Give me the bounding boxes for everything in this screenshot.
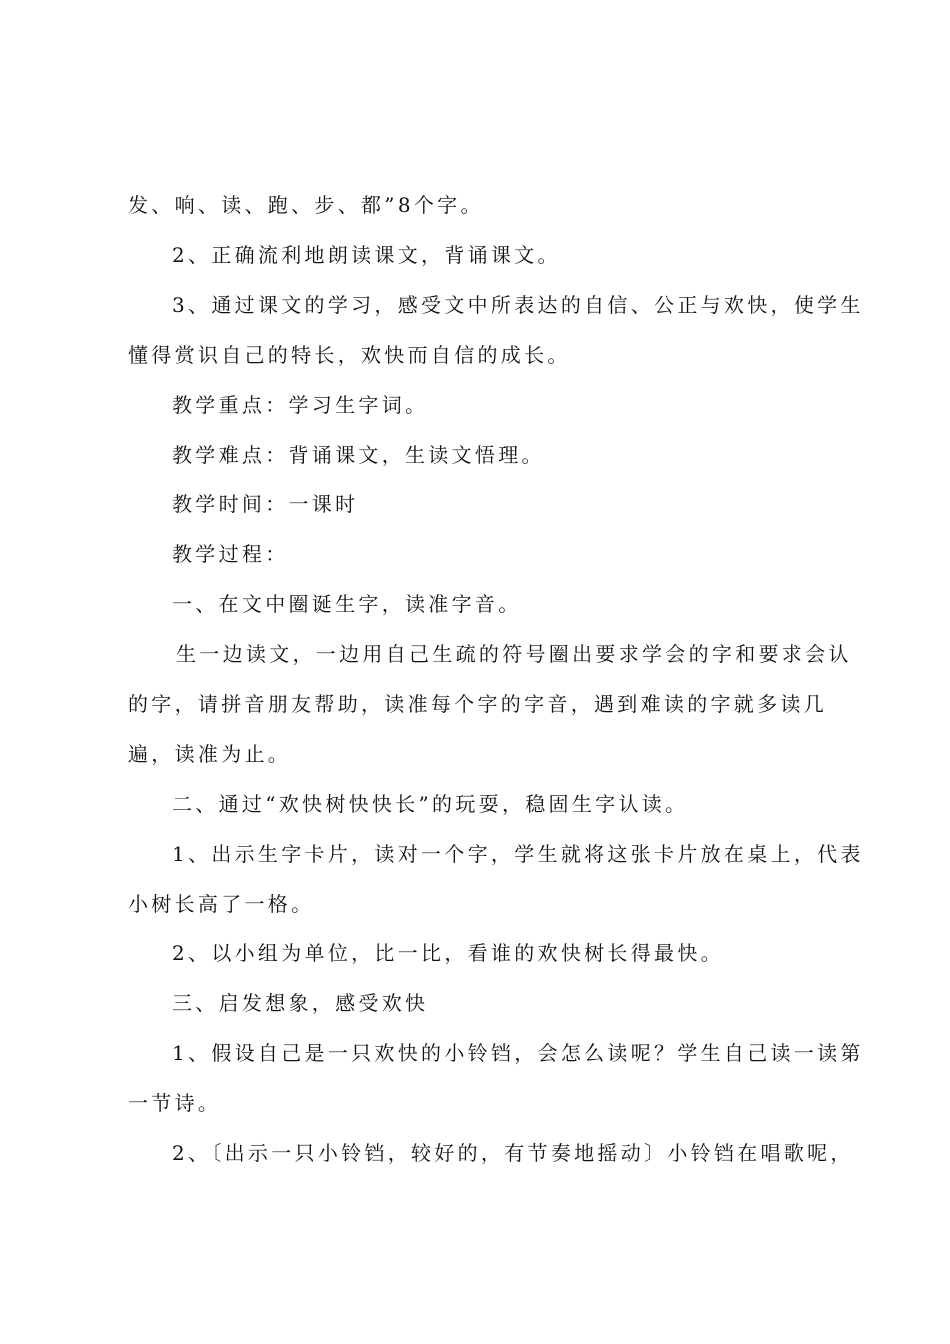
text-line: 懂得赏识自己的特长，欢快而自信的成长。: [128, 343, 571, 367]
text-line: 教学重点：学习生字词。: [172, 393, 429, 417]
text-line: 发、响、读、跑、步、都”8个字。: [128, 193, 484, 217]
text-line: 二、通过“欢快树快快长”的玩耍，稳固生字认读。: [172, 792, 689, 816]
text-line: 1、出示生字卡片，读对一个字，学生就将这张卡片放在桌上，代表: [172, 842, 864, 866]
text-line: 3、通过课文的学习，感受文中所表达的自信、公正与欢快，使学生: [172, 293, 864, 317]
text-line: 1、假设自己是一只欢快的小铃铛，会怎么读呢？学生自己读一读第: [172, 1041, 864, 1065]
text-line: 教学过程：: [172, 542, 289, 566]
text-line: 一、在文中圈诞生字，读准字音。: [172, 592, 522, 616]
text-line: 教学时间：一课时: [172, 492, 359, 516]
text-line: 教学难点：背诵课文，生读文悟理。: [172, 443, 545, 467]
text-line: 的字，请拼音朋友帮助，读准每个字的字音，遇到难读的字就多读几: [128, 692, 827, 716]
text-line: 三、启发想象，感受欢快: [172, 991, 429, 1015]
text-line: 遍，读准为止。: [128, 742, 292, 766]
text-line: 2、正确流利地朗读课文，背诵课文。: [172, 243, 561, 267]
text-line: 小树长高了一格。: [128, 892, 315, 916]
text-line: 2、〔出示一只小铃铛，较好的，有节奏地摇动〕小铃铛在唱歌呢，: [172, 1141, 854, 1165]
text-line: 一节诗。: [128, 1091, 222, 1115]
text-line: 2、以小组为单位，比一比，看谁的欢快树长得最快。: [172, 941, 724, 965]
text-line: 生一边读文，一边用自己生疏的符号圈出要求学会的字和要求会认: [176, 642, 852, 666]
